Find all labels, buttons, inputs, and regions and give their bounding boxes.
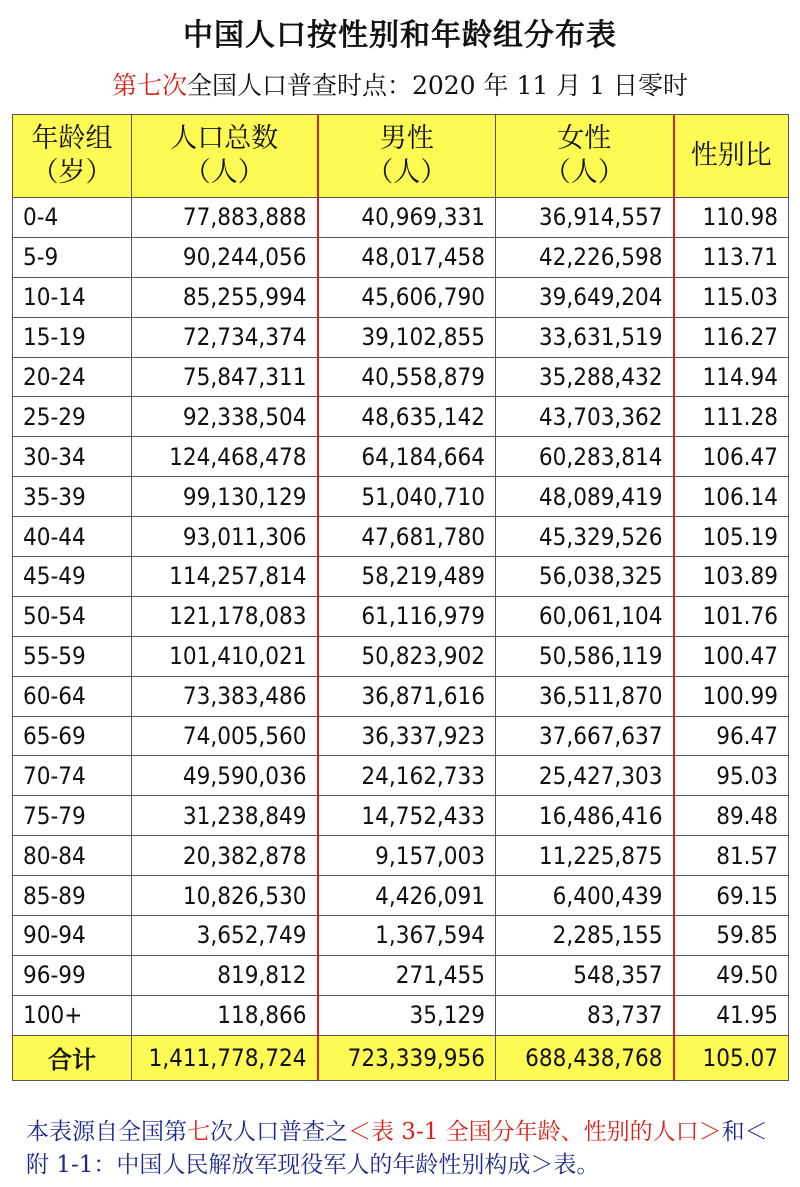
sex-ratio-cell: 113.71 (674, 237, 789, 277)
female-population-cell: 45,329,526 (496, 517, 674, 557)
female-population-cell: 6,400,439 (496, 876, 674, 916)
total-label: 合计 (13, 1035, 132, 1080)
male-population-cell: 47,681,780 (318, 517, 496, 557)
sex-ratio-cell: 106.14 (674, 477, 789, 517)
table-row (13, 397, 789, 437)
table-row (13, 876, 789, 916)
table-row (13, 557, 789, 597)
age-group-cell: 30-34 (13, 437, 132, 477)
female-population-cell: 42,226,598 (496, 237, 674, 277)
sex-ratio-cell: 59.85 (674, 916, 789, 956)
total-population-cell: 124,468,478 (132, 437, 318, 477)
female-population-cell: 60,283,814 (496, 437, 674, 477)
age-group-cell: 55-59 (13, 636, 132, 676)
total-female: 688,438,768 (496, 1035, 674, 1080)
total-population-cell: 73,383,486 (132, 676, 318, 716)
table-row (13, 756, 789, 796)
female-population-cell: 2,285,155 (496, 916, 674, 956)
census-ordinal: 第七次 (111, 71, 187, 100)
header-male-label: 男性 (379, 123, 434, 154)
note-appendix-ref: ＜附 1-1：中国人民解放军现役军人的年龄性别构成＞表。 (26, 1119, 768, 1178)
header-sex-ratio (674, 115, 789, 198)
total-population-cell: 118,866 (132, 995, 318, 1035)
total-population-cell: 75,847,311 (132, 357, 318, 397)
total-male: 723,339,956 (318, 1035, 496, 1080)
male-population-cell: 40,558,879 (318, 357, 496, 397)
sex-ratio-cell: 106.47 (674, 437, 789, 477)
header-age-group-unit: （岁） (31, 157, 113, 188)
female-population-cell: 43,703,362 (496, 397, 674, 437)
female-population-cell: 60,061,104 (496, 596, 674, 636)
header-male-unit: （人） (366, 157, 448, 188)
population-table (12, 114, 789, 1081)
sex-ratio-cell: 110.98 (674, 198, 789, 238)
header-female-unit: （人） (543, 157, 625, 188)
female-population-cell: 35,288,432 (496, 357, 674, 397)
table-header-row (13, 115, 789, 198)
table-row (13, 277, 789, 317)
male-population-cell: 48,017,458 (318, 237, 496, 277)
table-row (13, 995, 789, 1035)
total-population-cell: 72,734,374 (132, 317, 318, 357)
female-population-cell: 39,649,204 (496, 277, 674, 317)
female-population-cell: 11,225,875 (496, 836, 674, 876)
age-group-cell: 96-99 (13, 955, 132, 995)
table-row (13, 596, 789, 636)
table-row (13, 437, 789, 477)
table-row (13, 237, 789, 277)
header-female (496, 115, 674, 198)
sex-ratio-cell: 111.28 (674, 397, 789, 437)
male-population-cell: 14,752,433 (318, 796, 496, 836)
total-population-cell: 74,005,560 (132, 716, 318, 756)
total-population-cell: 31,238,849 (132, 796, 318, 836)
age-group-cell: 50-54 (13, 596, 132, 636)
sex-ratio-cell: 103.89 (674, 557, 789, 597)
table-row (13, 198, 789, 238)
age-group-cell: 80-84 (13, 836, 132, 876)
table-row (13, 676, 789, 716)
male-population-cell: 271,455 (318, 955, 496, 995)
table-row (13, 836, 789, 876)
sex-ratio-cell: 114.94 (674, 357, 789, 397)
age-group-cell: 65-69 (13, 716, 132, 756)
table-row (13, 517, 789, 557)
note-text-3: 和 (721, 1119, 745, 1145)
female-population-cell: 56,038,325 (496, 557, 674, 597)
total-population: 1,411,778,724 (132, 1035, 318, 1080)
sex-ratio-cell: 89.48 (674, 796, 789, 836)
total-population-cell: 20,382,878 (132, 836, 318, 876)
total-row (13, 1035, 789, 1080)
male-population-cell: 61,116,979 (318, 596, 496, 636)
male-population-cell: 64,184,664 (318, 437, 496, 477)
header-age-group-label: 年龄组 (31, 123, 113, 154)
male-population-cell: 4,426,091 (318, 876, 496, 916)
table-row (13, 955, 789, 995)
total-population-cell: 92,338,504 (132, 397, 318, 437)
male-population-cell: 24,162,733 (318, 756, 496, 796)
male-population-cell: 35,129 (318, 995, 496, 1035)
total-population-cell: 10,826,530 (132, 876, 318, 916)
age-group-cell: 75-79 (13, 796, 132, 836)
header-total-unit: （人） (183, 157, 265, 188)
table-row (13, 317, 789, 357)
male-population-cell: 36,871,616 (318, 676, 496, 716)
sex-ratio-cell: 81.57 (674, 836, 789, 876)
male-population-cell: 48,635,142 (318, 397, 496, 437)
age-group-cell: 40-44 (13, 517, 132, 557)
total-population-cell: 3,652,749 (132, 916, 318, 956)
sex-ratio-cell: 69.15 (674, 876, 789, 916)
total-population-cell: 85,255,994 (132, 277, 318, 317)
source-note (26, 1116, 786, 1182)
sex-ratio-cell: 95.03 (674, 756, 789, 796)
table-row (13, 477, 789, 517)
table-row (13, 636, 789, 676)
age-group-cell: 5-9 (13, 237, 132, 277)
female-population-cell: 548,357 (496, 955, 674, 995)
male-population-cell: 9,157,003 (318, 836, 496, 876)
male-population-cell: 36,337,923 (318, 716, 496, 756)
table-row (13, 357, 789, 397)
total-population-cell: 121,178,083 (132, 596, 318, 636)
age-group-cell: 70-74 (13, 756, 132, 796)
sex-ratio-cell: 101.76 (674, 596, 789, 636)
sex-ratio-cell: 96.47 (674, 716, 789, 756)
sex-ratio-cell: 100.99 (674, 676, 789, 716)
note-text-1: 本表源自全国第 (26, 1119, 187, 1145)
age-group-cell: 0-4 (13, 198, 132, 238)
age-group-cell: 20-24 (13, 357, 132, 397)
total-population-cell: 90,244,056 (132, 237, 318, 277)
total-population-cell: 101,410,021 (132, 636, 318, 676)
header-total (132, 115, 318, 198)
note-ordinal: 七 (187, 1119, 210, 1145)
sex-ratio-cell: 49.50 (674, 955, 789, 995)
male-population-cell: 58,219,489 (318, 557, 496, 597)
header-male (318, 115, 496, 198)
age-group-cell: 45-49 (13, 557, 132, 597)
female-population-cell: 16,486,416 (496, 796, 674, 836)
female-population-cell: 48,089,419 (496, 477, 674, 517)
note-text-2: 次人口普查之 (210, 1119, 348, 1145)
age-group-cell: 15-19 (13, 317, 132, 357)
age-group-cell: 85-89 (13, 876, 132, 916)
age-group-cell: 90-94 (13, 916, 132, 956)
table-row (13, 716, 789, 756)
header-female-label: 女性 (557, 123, 612, 154)
female-population-cell: 50,586,119 (496, 636, 674, 676)
age-group-cell: 100+ (13, 995, 132, 1035)
total-population-cell: 77,883,888 (132, 198, 318, 238)
table-row (13, 916, 789, 956)
age-group-cell: 35-39 (13, 477, 132, 517)
census-time-subtitle (0, 66, 800, 102)
male-population-cell: 40,969,331 (318, 198, 496, 238)
male-population-cell: 51,040,710 (318, 477, 496, 517)
sex-ratio-cell: 115.03 (674, 277, 789, 317)
sex-ratio-cell: 41.95 (674, 995, 789, 1035)
age-group-cell: 10-14 (13, 277, 132, 317)
male-population-cell: 1,367,594 (318, 916, 496, 956)
header-sex-ratio-label: 性别比 (690, 140, 772, 171)
sex-ratio-cell: 100.47 (674, 636, 789, 676)
female-population-cell: 37,667,637 (496, 716, 674, 756)
total-population-cell: 114,257,814 (132, 557, 318, 597)
total-population-cell: 93,011,306 (132, 517, 318, 557)
male-population-cell: 39,102,855 (318, 317, 496, 357)
note-table-ref: ＜表 3-1 全国分年龄、性别的人口＞ (348, 1119, 722, 1145)
total-population-cell: 819,812 (132, 955, 318, 995)
male-population-cell: 45,606,790 (318, 277, 496, 317)
age-group-cell: 60-64 (13, 676, 132, 716)
header-age-group (13, 115, 132, 198)
census-time: 全国人口普查时点：2020 年 11 月 1 日零时 (186, 71, 689, 100)
female-population-cell: 36,511,870 (496, 676, 674, 716)
female-population-cell: 33,631,519 (496, 317, 674, 357)
sex-ratio-cell: 105.19 (674, 517, 789, 557)
table-body (13, 198, 789, 1036)
sex-ratio-cell: 116.27 (674, 317, 789, 357)
female-population-cell: 25,427,303 (496, 756, 674, 796)
total-population-cell: 99,130,129 (132, 477, 318, 517)
total-sex-ratio: 105.07 (674, 1035, 789, 1080)
female-population-cell: 83,737 (496, 995, 674, 1035)
male-population-cell: 50,823,902 (318, 636, 496, 676)
age-group-cell: 25-29 (13, 397, 132, 437)
table-row (13, 796, 789, 836)
female-population-cell: 36,914,557 (496, 198, 674, 238)
header-total-label: 人口总数 (170, 123, 279, 154)
page-title: 中国人口按性别和年龄组分布表 (183, 18, 617, 53)
total-population-cell: 49,590,036 (132, 756, 318, 796)
